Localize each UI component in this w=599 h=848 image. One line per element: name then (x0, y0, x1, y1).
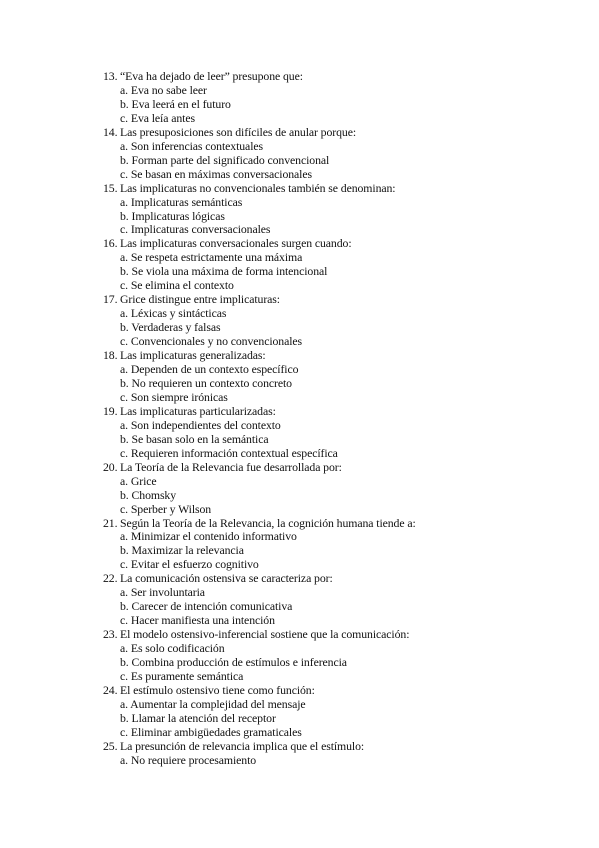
option-a: a. Ser involuntaria (120, 585, 205, 600)
question-number: 16. (103, 236, 118, 251)
question-stem (103, 740, 563, 754)
question-13 (103, 70, 563, 126)
option-list (103, 642, 563, 684)
question-20 (103, 461, 563, 517)
option-a: a. Son independientes del contexto (120, 417, 281, 432)
question-16 (103, 237, 563, 293)
question-stem (103, 70, 563, 84)
option-a: a. Aumentar la complejidad del mensaje (120, 696, 306, 711)
option-c: c. Se elimina el contexto (120, 278, 234, 293)
question-stem (103, 293, 563, 307)
option-a: a. Se respeta estrictamente una máxima (120, 250, 303, 265)
question-number: 18. (103, 348, 118, 363)
question-stem (103, 349, 563, 363)
question-stem (103, 182, 563, 196)
option-b: b. No requieren un contexto concreto (120, 375, 292, 390)
question-number: 20. (103, 459, 118, 474)
question-stem (103, 628, 563, 642)
option-c: c. Son siempre irónicas (120, 389, 228, 404)
question-number: 14. (103, 124, 118, 139)
option-list (103, 419, 563, 461)
question-number: 13. (103, 69, 118, 83)
option-list (103, 196, 563, 238)
option-a: a. No requiere procesamiento (120, 752, 257, 767)
question-number: 17. (103, 292, 118, 307)
option-list (103, 586, 563, 628)
question-number: 23. (103, 627, 118, 642)
option-b: b. Carecer de intención comunicativa (120, 599, 293, 614)
question-stem (103, 572, 563, 586)
option-list (103, 251, 563, 293)
question-text: Las implicaturas generalizadas: (120, 348, 266, 363)
question-text: Grice distingue entre implicaturas: (120, 292, 280, 307)
option-c: c. Hacer manifiesta una intención (120, 613, 275, 628)
option-list (103, 530, 563, 572)
question-list (103, 70, 563, 768)
option-b: b. Implicaturas lógicas (120, 208, 225, 223)
question-23 (103, 628, 563, 684)
question-number: 19. (103, 403, 118, 418)
question-21 (103, 517, 563, 573)
question-stem (103, 461, 563, 475)
option-b: b. Combina producción de estímulos e inferencia (120, 655, 347, 670)
question-number: 22. (103, 571, 118, 586)
question-25 (103, 740, 563, 768)
option-a: a. Es solo codificación (120, 641, 225, 656)
question-text: El estímulo ostensivo tiene como función: (120, 682, 315, 697)
option-list (103, 698, 563, 740)
option-c: c. Sperber y Wilson (120, 501, 212, 516)
question-text: El modelo ostensivo-inferencial sostiene que la comunicación: (120, 627, 410, 642)
question-text: Las implicaturas no convencionales también se denominan: (120, 180, 396, 195)
option-a: a. Eva no sabe leer (120, 82, 207, 97)
option-b: b. Verdaderas y falsas (120, 320, 221, 335)
option-c: c. Se basan en máximas conversacionales (120, 166, 312, 181)
option-c: c. Eliminar ambigüedades gramaticales (120, 724, 302, 739)
option-list (103, 307, 563, 349)
question-text: Las implicaturas conversacionales surgen cuando: (120, 236, 352, 251)
option-list (103, 140, 563, 182)
option-b: b. Maximizar la relevancia (120, 543, 244, 558)
question-14 (103, 126, 563, 182)
option-c: c. Es puramente semántica (120, 668, 244, 683)
question-stem (103, 237, 563, 251)
option-b: b. Se viola una máxima de forma intencional (120, 264, 328, 279)
question-24 (103, 684, 563, 740)
option-c: c. Convencionales y no convencionales (120, 334, 303, 349)
option-c: c. Implicaturas conversacionales (120, 222, 271, 237)
question-text: Las presuposiciones son difíciles de anular porque: (120, 124, 357, 139)
question-17 (103, 293, 563, 349)
option-b: b. Eva leerá en el futuro (120, 96, 231, 111)
question-text: Las implicaturas particularizadas: (120, 403, 276, 418)
option-a: a. Léxicas y sintácticas (120, 306, 227, 321)
question-stem (103, 126, 563, 140)
question-stem (103, 517, 563, 531)
option-c: c. Evitar el esfuerzo cognitivo (120, 557, 259, 572)
question-22 (103, 572, 563, 628)
question-19 (103, 405, 563, 461)
option-b: b. Llamar la atención del receptor (120, 710, 276, 725)
question-number: 24. (103, 682, 118, 697)
option-b: b. Chomsky (120, 487, 177, 502)
question-text: La Teoría de la Relevancia fue desarrollada por: (120, 459, 342, 474)
option-list (103, 84, 563, 126)
question-number: 21. (103, 515, 118, 530)
option-list (103, 754, 563, 768)
option-list (103, 475, 563, 517)
option-c: c. Requieren información contextual específica (120, 445, 338, 460)
option-c: c. Eva leía antes (120, 110, 195, 125)
option-b: b. Forman parte del significado convencional (120, 152, 330, 167)
option-list (103, 363, 563, 405)
question-stem (103, 684, 563, 698)
option-a: a. Dependen de un contexto específico (120, 362, 299, 377)
question-number: 15. (103, 180, 118, 195)
option-a: a. Grice (120, 473, 157, 488)
question-text: “Eva ha dejado de leer” presupone que: (120, 69, 303, 83)
question-number: 25. (103, 738, 118, 753)
question-stem (103, 405, 563, 419)
option-a: a. Implicaturas semánticas (120, 194, 243, 209)
option-a: a. Minimizar el contenido informativo (120, 529, 297, 544)
question-text: La comunicación ostensiva se caracteriza por: (120, 571, 333, 586)
question-text: Según la Teoría de la Relevancia, la cognición humana tiende a: (120, 515, 416, 530)
question-15 (103, 182, 563, 238)
question-text: La presunción de relevancia implica que el estímulo: (120, 738, 365, 753)
question-18 (103, 349, 563, 405)
option-a: a. Son inferencias contextuales (120, 138, 263, 153)
option-b: b. Se basan solo en la semántica (120, 431, 269, 446)
